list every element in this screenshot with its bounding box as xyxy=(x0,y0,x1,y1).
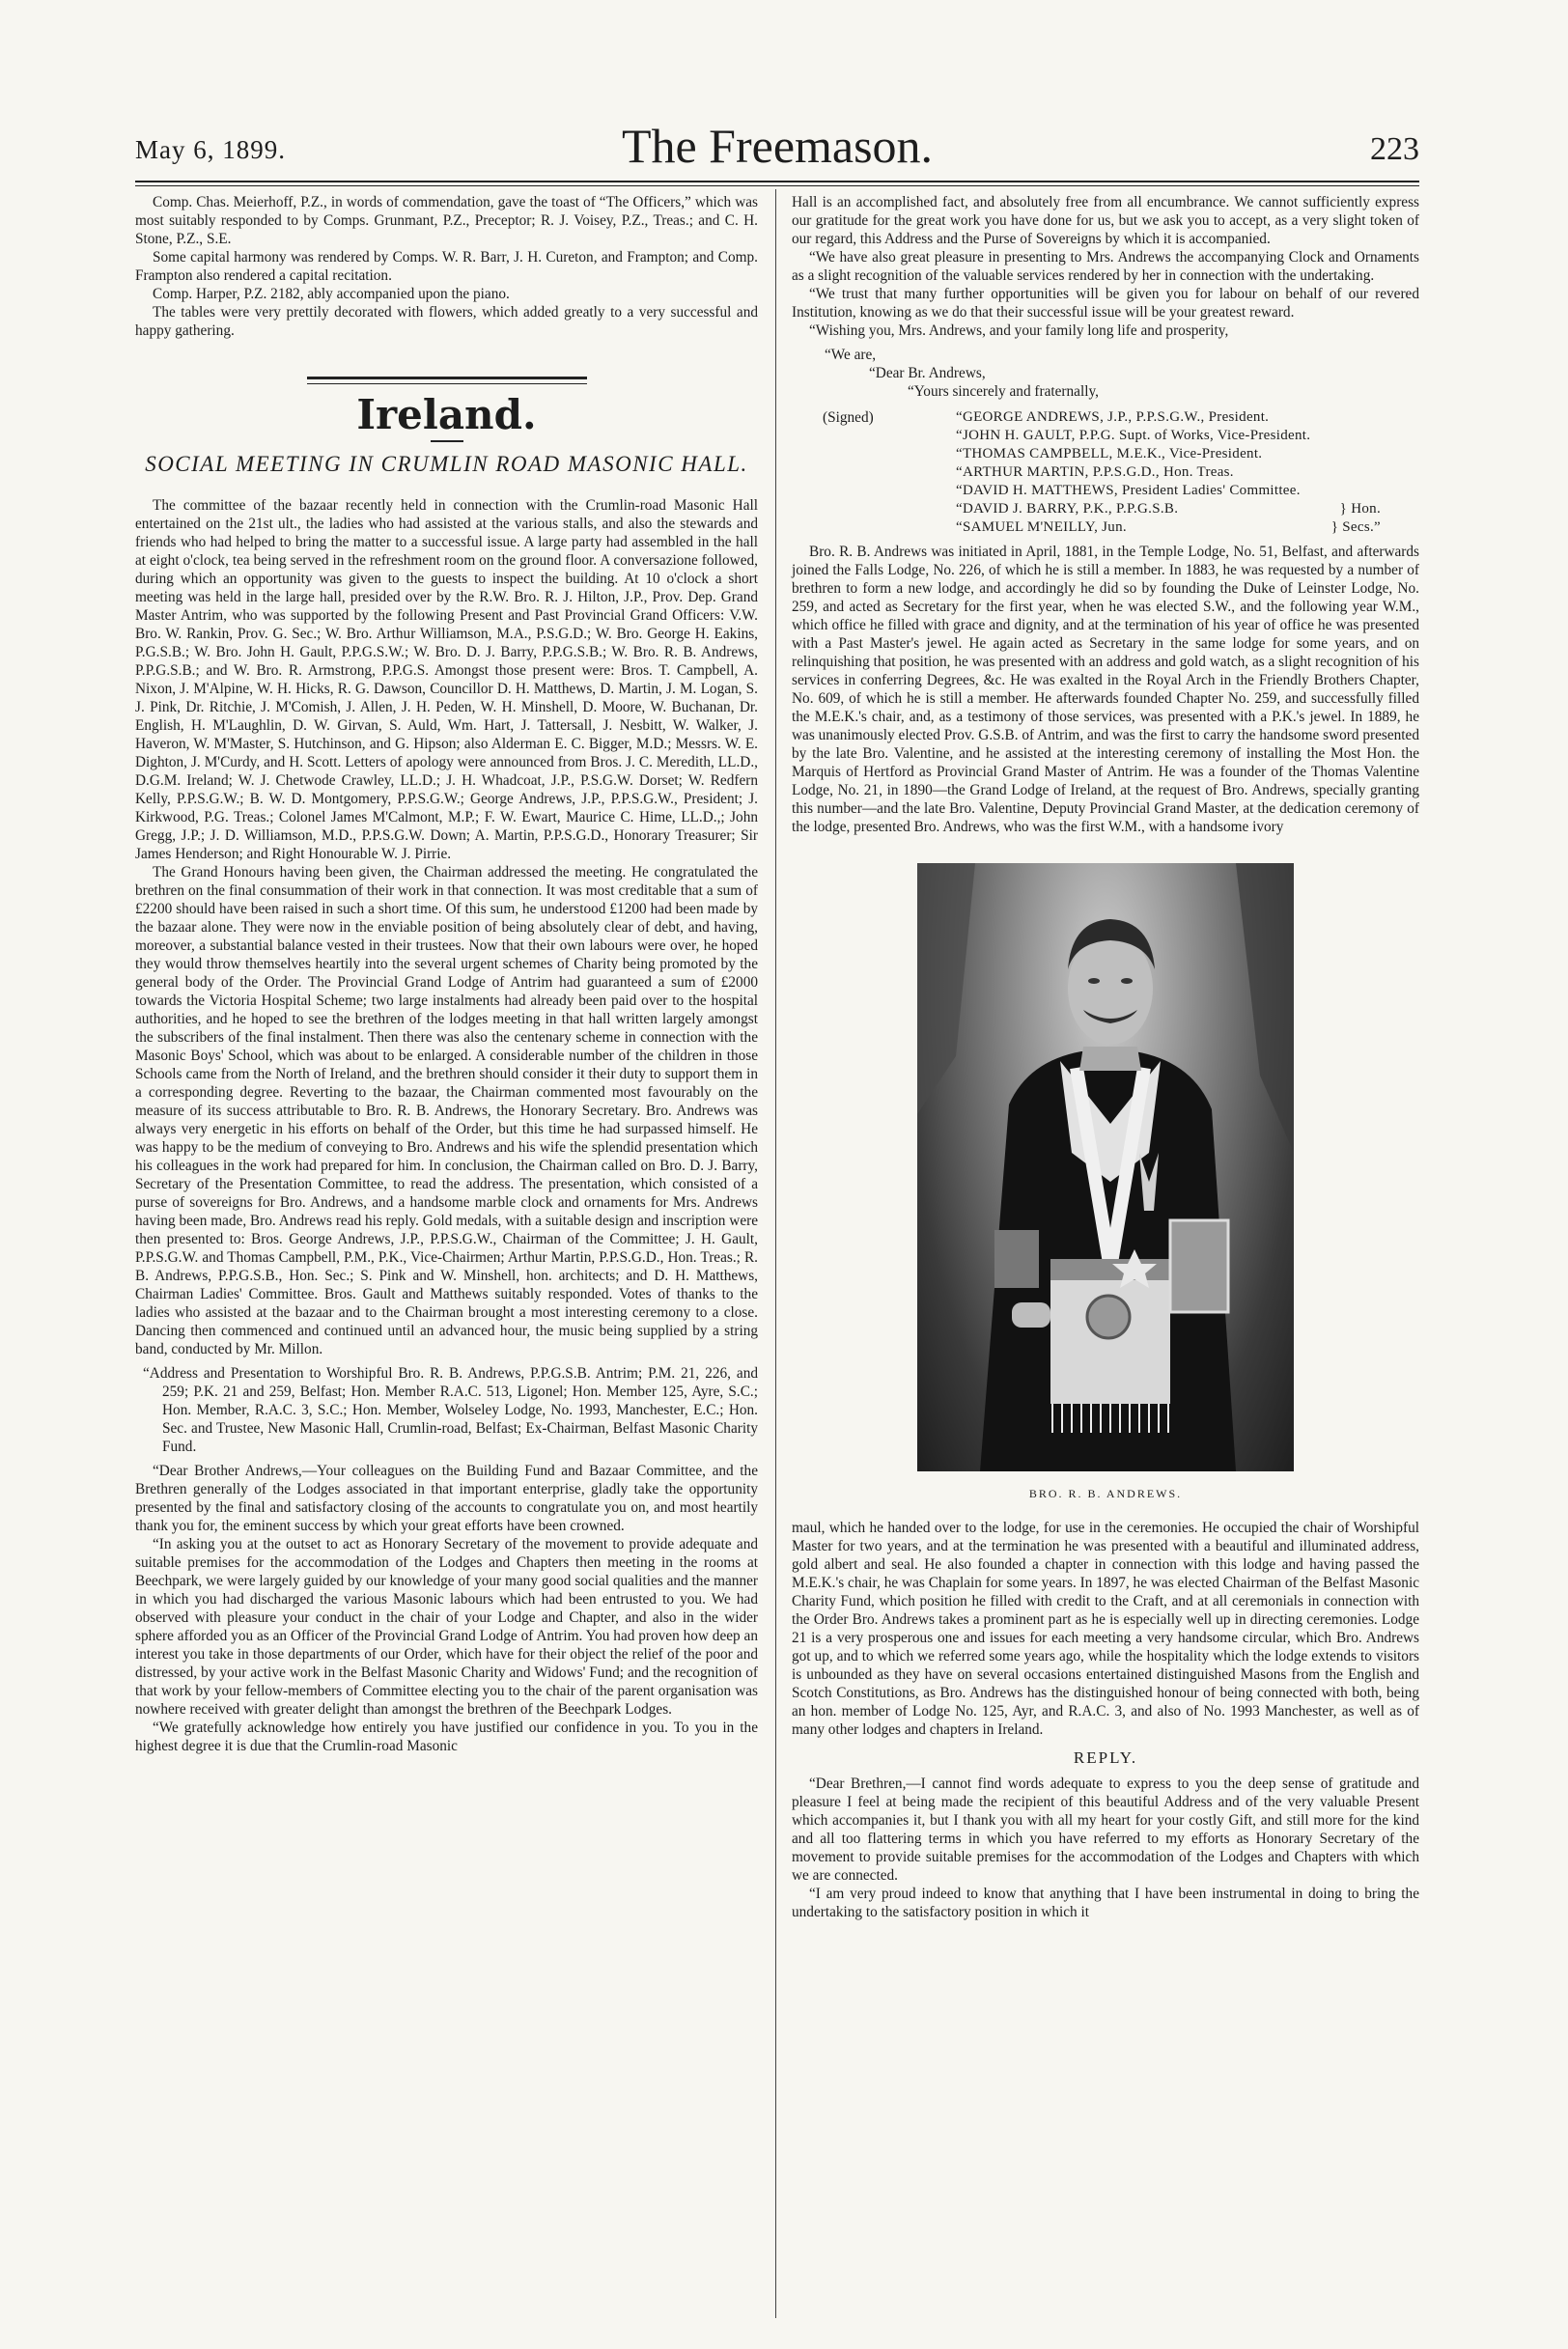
signatories xyxy=(792,408,1419,537)
signature-block xyxy=(792,346,1419,537)
secs-bracket: } Secs.” xyxy=(1330,519,1381,535)
closing-line: “We are, xyxy=(825,347,877,363)
intro-paragraph: Comp. Chas. Meierhoff, P.Z., in words of commendation, gave the toast of “The Officers,” which was most suitably responded to by Comps. Grunmant, P.Z., Preceptor; R. J. Voisey, P.Z., Treas.; and C. H. Stone, P.Z., S.E. xyxy=(135,194,758,247)
masthead-rule-thin xyxy=(135,185,1419,186)
intro-paragraph: Some capital harmony was rendered by Comps. W. R. Barr, J. H. Cureton, and Frampton; and Comp. Frampton also rendered a capital recitation. xyxy=(135,249,758,284)
reply-heading: REPLY. xyxy=(1073,1748,1138,1767)
body-paragraph: maul, which he handed over to the lodge, for use in the ceremonies. He occupied the chair of Worshipful Master for two years, and at the termination he was presented with a beautiful and illuminated address, gold albert and seal. He also founded a chapter in connection with this lodge and having passed the M.E.K.'s chair, he was Chaplain for some years. In 1897, he was elected Chairman of the Belfast Masonic Charity Fund, which position he filled with credit to the Craft, and at all ceremonials in connection with the Order Bro. Andrews takes a prominent part as he is especially well up in directing ceremonies. Lodge 21 is a very prosperous one and issues for each meeting a very handsome circular, which Bro. Andrews got up, and to which we referred some years ago, while the hospitality which the lodge extends to visitors is unbounded as they have on several occasions entertained distinguished Masons from the English and Scotch Constitutions, as Bro. Andrews has the distinguished honour of being connected with both, being an hon. member of Lodge No. 125, Ayr, and R.A.C. 3, and also of No. 1993 Manchester, as well as of many other lodges and chapters in Ireland. xyxy=(792,1520,1419,1738)
section-title-text: Ireland. xyxy=(356,391,537,438)
portrait-figure xyxy=(917,863,1294,1471)
reply-paragraph: “I am very proud indeed to know that anything that I have been instrumental in doing to bring the undertaking to the satisfactory position in which it xyxy=(792,1886,1419,1920)
masthead-rule xyxy=(135,181,1419,182)
signed-label: (Signed) xyxy=(823,409,874,426)
ornament-rule xyxy=(307,377,587,379)
salutation-line: “Dear Br. Andrews, xyxy=(869,365,986,381)
section-title xyxy=(135,390,758,442)
address-paragraph: “In asking you at the outset to act as Honorary Secretary of the movement to provide adequate and suitable premises for the accommodation of the Lodges and Chapters then meeting in the rooms at Beechpark, we were largely guided by our knowledge of your many good social qualities and the manner in which you had discharged the various Masonic labours which had been entrusted to you. We had observed with pleasure your conduct in the chair of your Lodge and Chapter, and also in the wider sphere afforded you as an Officer of the Provincial Grand Lodge of Antrim. You had proven how deep an interest you take in those departments of our Order, which have for their object the relief of the poor and distressed, by your active work in the Belfast Masonic Charity and Widows' Fund; and the recognition of that work by your fellow-members of Committee electing you to the chair of the parent organisation was nowhere received with greater delight than amongst the brethren of the Beechpark Lodges. xyxy=(135,1536,758,1718)
article-headline: SOCIAL MEETING IN CRUMLIN ROAD MASONIC HALL. xyxy=(145,452,748,476)
address-paragraph: “Dear Brother Andrews,—Your colleagues on the Building Fund and Bazaar Committee, and the Brethren generally of the Lodges associated in that important enterprise, gladly take the opportunity presented by the final and satisfactory closing of the accounts to congratulate you on, and most heartily thank you for, the eminent success by which your great efforts have been crowned. xyxy=(135,1463,758,1534)
hon-bracket: } Hon. xyxy=(1339,501,1381,517)
signatory-list xyxy=(792,408,1419,537)
section-ornament xyxy=(135,377,758,384)
photo-caption: BRO. R. B. ANDREWS. xyxy=(1028,1487,1183,1500)
page-number: 223 xyxy=(1370,131,1419,167)
column-separator xyxy=(775,189,776,2318)
body-paragraph: Hall is an accomplished fact, and absolutely free from all encumbrance. We cannot sufficiently express our gratitude for the great work you have done for us, but we ask you to accept, as a very slight token of our regard, this Address and the Purse of Sovereigns by which it is accompanied. xyxy=(792,194,1419,247)
intro-paragraph: The tables were very prettily decorated with flowers, which added greatly to a very successful and happy gathering. xyxy=(135,304,758,339)
valediction-line: “Yours sincerely and fraternally, xyxy=(908,383,1099,400)
signatory: “GEORGE ANDREWS, J.P., P.P.S.G.W., President. xyxy=(956,409,1270,425)
title-dash xyxy=(431,440,463,442)
signatory: “THOMAS CAMPBELL, M.E.K., Vice-President. xyxy=(956,446,1263,461)
body-paragraph: The committee of the bazaar recently held in connection with the Crumlin-road Masonic Hall entertained on the 21st ult., the ladies who had assisted at the various stalls, and also the stewards and friends who had helped to bring the matter to a successful issue. A large party had assembled in the hall at eight o'clock, tea being served in the refreshment room on the ground floor. A conversazione followed, during which an opportunity was given to the guests to inspect the building. At 10 o'clock a short meeting was held in the large hall, presided over by the R.W. Bro. R. J. Hilton, J.P., Prov. Dep. Grand Master Antrim, who was supported by the following Present and Past Provincial Grand Officers: V.W. Bro. W. Rankin, Prov. G. Sec.; W. Bro. Arthur Williamson, M.A., P.S.G.D.; W. Bro. George H. Eakins, P.G.S.B.; W. Bro. John H. Gault, P.P.G.S.W.; W. Bro. D. J. Barry, P.P.G.S.B.; W. Bro. R. B. Andrews, P.P.G.S.B.; and W. Bro. R. Armstrong, P.P.G.S. Amongst those present were: Bros. T. Campbell, A. Nixon, J. M'Alpine, W. H. Hicks, R. G. Dawson, Councillor D. H. Matthews, D. Martin, J. M. Logan, S. J. Pink, Dr. Ritchie, J. M'Comish, J. Allen, J. H. Peden, W. H. Minshell, D. Moore, W. Buchanan, Dr. English, H. M'Laughlin, D. W. Girvan, S. Auld, Wm. Hart, J. Tattersall, J. Nesbitt, W. Walker, J. Haveron, W. M'Master, S. Hutchinson, and G. Hipson; also Alderman E. C. Bigger, M.D.; Messrs. W. E. Dighton, J. M'Curdy, and H. Scott. Letters of apology were announced from Bros. J. C. Meredith, LL.D., D.G.M. Ireland; W. J. Chetwode Crawley, LL.D.; J. H. Whadcoat, J.P., P.S.G.W. Dorset; W. Redfern Kelly, P.P.S.G.W.; B. W. D. Montgomery, P.P.S.G.W.; George Andrews, J.P., P.P.S.G.W., President; J. Kirkwood, P.G. Treas.; Colonel James M'Calmont, M.P.; F. W. Ewart, Maurice C. Hime, LL.D.,; John Gregg, J.P.; J. D. Williamson, M.D., P.P.S.G.W. Down; A. Martin, P.P.S.G.D., Honorary Treasurer; Sir James Henderson; and Right Honourable W. J. Pirrie. xyxy=(135,497,758,862)
body-paragraph: “We have also great pleasure in presenting to Mrs. Andrews the accompanying Clock and Ornaments as a slight recognition of the valuable services rendered by her in connection with the undertaking. xyxy=(792,249,1419,284)
newspaper-title: The Freemason. xyxy=(621,119,934,173)
signatory: “JOHN H. GAULT, P.P.G. Supt. of Works, Vice-President. xyxy=(956,428,1311,443)
signatory: “ARTHUR MARTIN, P.P.S.G.D., Hon. Treas. xyxy=(956,464,1234,480)
body-paragraph: “We trust that many further opportunities will be given you for labour on behalf of our revered Institution, knowing as we do that their successful issue will be your greatest reward. xyxy=(792,286,1419,321)
body-paragraph: “Wishing you, Mrs. Andrews, and your family long life and prosperity, xyxy=(809,322,1229,339)
signatory: “DAVID H. MATTHEWS, President Ladies' Committee. xyxy=(956,483,1301,498)
biography-paragraph: Bro. R. B. Andrews was initiated in April, 1881, in the Temple Lodge, No. 51, Belfast, and afterwards joined the Falls Lodge, No. 226, of which he is still a member. In 1883, he was requested by a number of brethren to form a new lodge, and accordingly he did so by founding the Duke of Leinster Lodge, No. 259, and acted as Secretary for the first year, when he was elected S.W., and the following year W.M., which office he filled with grace and dignity, and at the termination of his year of office he was presented with a Past Master's jewel. He again acted as Secretary in the same lodge for some years, and on relinquishing that position, he was presented with an address and gold watch, as a slight recognition of his services in conferring Degrees, &c. He was exalted in the Royal Arch in the Friendly Brothers Chapter, No. 609, of which he is still a member. He afterwards founded Chapter No. 259, and successfully filled the M.E.K.'s chair, and, as a testimony of those services, was presented with a P.K.'s jewel. In 1889, he was unanimously elected Prov. G.S.B. of Antrim, and was the first to carry the handsome sword presented by the late Bro. Valentine, and he assisted at the interesting ceremony of installing the Most Hon. the Marquis of Hertford as Provincial Grand Master of Antrim. He was a founder of the Thomas Valentine Lodge, No. 21, in 1890—the Grand Lodge of Ireland, at the request of Bro. Andrews, specially granting this number—and the late Bro. Valentine, Deputy Provincial Grand Master, at the dedication ceremony of the lodge, presented Bro. Andrews, who was the first W.M., with a handsome ivory xyxy=(792,544,1419,835)
address-heading: “Address and Presentation to Worshipful Bro. R. B. Andrews, P.P.G.S.B. Antrim; P.M. 21, 226, and 259; P.K. 21 and 259, Belfast; Hon. Member R.A.C. 513, Ligonel; Hon. Member 125, Ayre, S.C.; Hon. Member, R.A.C. 3, S.C.; Hon. Member, Wolseley Lodge, No. 1993, Manchester, E.C.; Hon. Sec. and Trustee, New Masonic Hall, Crumlin-road, Belfast; Ex-Chairman, Belfast Masonic Charity Fund. xyxy=(143,1365,758,1455)
body-paragraph: The Grand Honours having been given, the Chairman addressed the meeting. He congratulated the brethren on the final consummation of their work in that connection. It was most creditable that a sum of £2200 should have been raised in such a short time. Of this sum, he understood £1200 had been made by the bazaar alone. They were now in the enviable position of being absolutely clear of debt, and having, moreover, a substantial balance vested in their trustees. Now that their own labours were over, he hoped they would throw themselves heartily into the several urgent schemes of Charity being promoted by the general body of the Order. The Provincial Grand Lodge of Antrim had guaranteed a sum of £2000 towards the Victoria Hospital Scheme; two large instalments had already been paid over to the hospital authorities, and he hoped to see the brethren of the lodges meeting in that hall written largely amongst the subscribers of the final instalment. Then there was also the centenary scheme in connection with the Masonic Boys' School, which was about to be enlarged. A considerable number of the children in those Schools came from the North of Ireland, and the brethren should consider it their duty to support them in a corresponding degree. Reverting to the bazaar, the Chairman commented most favourably on the measure of its success attributable to Bro. R. B. Andrews, the Honorary Secretary. Bro. Andrews was always very energetic in his efforts on behalf of the Order, but this time he had surpassed himself. He was happy to be the medium of conveying to Bro. Andrews and his wife the splendid presentation which his colleagues in the work had prepared for him. In conclusion, the Chairman called on Bro. D. J. Barry, Secretary of the Presentation Committee, to read the address. The presentation, which consisted of a purse of sovereigns for Bro. Andrews, and a handsome marble clock and ornaments for Mrs. Andrews having been made, Bro. Andrews read his reply. Gold medals, with a suitable design and inscription were then presented to: Bros. George Andrews, J.P., P.P.S.G.W., Chairman of the Committee; J. H. Gault, P.P.S.G.W. and Thomas Campbell, P.M., P.K., Vice-Chairmen; Arthur Martin, P.P.S.G.D., Hon. Treas.; R. B. Andrews, P.P.G.S.B., Hon. Sec.; S. Pink and W. Minshell, hon. architects; and D. H. Matthews, Chairman Ladies' Committee. Bros. Gault and Matthews suitably responded. Votes of thanks to the ladies who assisted at the bazaar and to the Chairman brought a most interesting ceremony to a close. Dancing then commenced and continued until an advanced hour, the music being supplied by a string band, conducted by Mr. Millon. xyxy=(135,864,758,1357)
left-column xyxy=(135,193,758,1755)
right-column xyxy=(792,193,1419,1921)
intro-paragraph: Comp. Harper, P.Z. 2182, ably accompanied upon the piano. xyxy=(153,286,510,302)
address-paragraph: “We gratefully acknowledge how entirely you have justified our confidence in you. To you in the highest degree it is due that the Crumlin-road Masonic xyxy=(135,1720,758,1754)
signatory-name: “SAMUEL M'NEILLY, Jun. xyxy=(956,519,1127,535)
ornament-rule-thin xyxy=(307,383,587,384)
issue-date: May 6, 1899. xyxy=(135,135,286,164)
portrait-photo xyxy=(917,863,1294,1471)
reply-paragraph: “Dear Brethren,—I cannot find words adequate to express to you the deep sense of gratitude and pleasure I feel at being made the recipient of this beautiful Address and of the very valuable Present which accompanies it, but I thank you with all my heart for your costly Gift, and still more for the kind and all too flattering terms in which you have referred to my efforts as Honorary Secretary of the movement to provide suitable premises for the accommodation of the Lodges and Chapters with which we are connected. xyxy=(792,1776,1419,1884)
signatory-name: “DAVID J. BARRY, P.K., P.P.G.S.B. xyxy=(956,501,1179,517)
masthead xyxy=(135,118,1419,178)
